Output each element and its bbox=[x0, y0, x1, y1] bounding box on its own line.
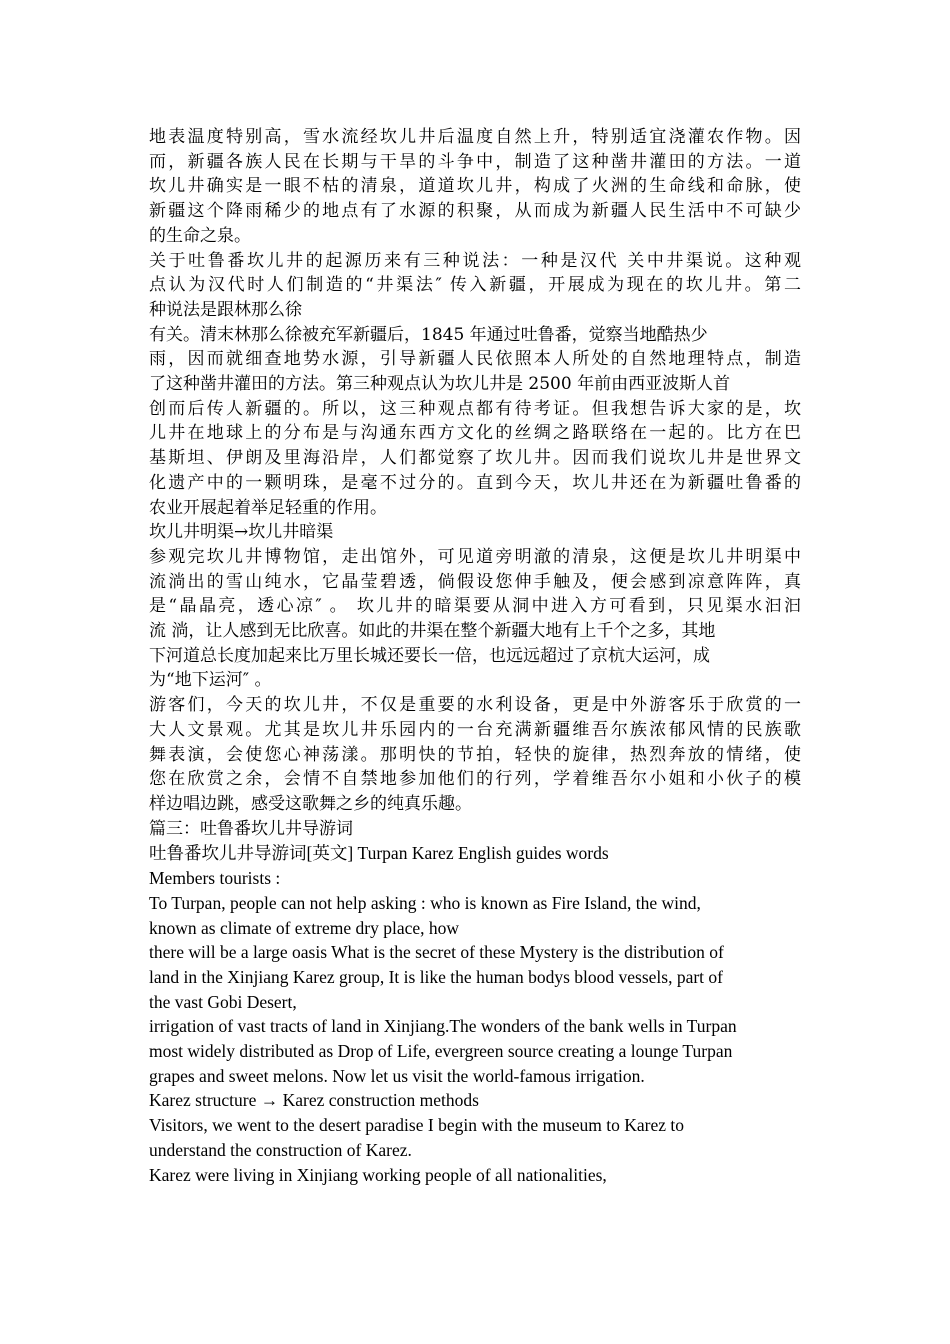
text-line: 雨，因而就细查地势水源，引导新疆人民依照本人所处的自然地理特点，制造 bbox=[149, 349, 801, 370]
section-heading: Karez structure → Karez construction methods bbox=[149, 1090, 479, 1111]
text-line: 坎儿井确实是一眼不枯的清泉，道道坎儿井，构成了火洲的生命线和命脉，使 bbox=[149, 176, 801, 197]
text-line: 下河道总长度加起来比万里长城还要长一倍，也远远超过了京杭大运河，成 bbox=[149, 645, 710, 666]
text-line: 是“晶晶亮，透心凉″ 。 坎儿井的暗渠要从洞中进入方可看到，只见渠水汩汩 bbox=[149, 596, 801, 617]
text-line: 有关。清末林那么徐被充军新疆后，1845 年通过吐鲁番，觉察当地酷热少 bbox=[149, 324, 708, 345]
text-line: 种说法是跟林那么徐 bbox=[149, 299, 302, 320]
text-line: 创而后传人新疆的。所以，这三种观点都有待考证。但我想告诉大家的是，坎 bbox=[149, 398, 801, 419]
text-line: the vast Gobi Desert, bbox=[149, 991, 297, 1012]
text-line: 为“地下运河″ 。 bbox=[149, 670, 272, 691]
section-heading: 篇三：吐鲁番坎儿井导游词 bbox=[149, 818, 353, 839]
text-line: 新疆这个降雨稀少的地点有了水源的积聚，从而成为新疆人民生活中不可缺少 bbox=[149, 201, 801, 222]
text-line: 关于吐鲁番坎儿井的起源历来有三种说法：一种是汉代 关中井渠说。这种观 bbox=[149, 250, 801, 271]
text-line: land in the Xinjiang Karez group, It is like the human bodys blood vessels, part of bbox=[149, 966, 723, 987]
text-line: grapes and sweet melons. Now let us visit the world-famous irrigation. bbox=[149, 1065, 645, 1086]
text-line: Visitors, we went to the desert paradise I begin with the museum to Karez to bbox=[149, 1115, 684, 1136]
text-line: known as climate of extreme dry place, how bbox=[149, 917, 460, 938]
section-heading: 吐鲁番坎儿井导游词[英文] Turpan Karez English guides words bbox=[149, 843, 609, 864]
text-line: Karez were living in Xinjiang working people of all nationalities, bbox=[149, 1164, 607, 1185]
section-heading: 坎儿井明渠→坎儿井暗渠 bbox=[149, 522, 334, 543]
text-line: 大人文景观。尤其是坎儿井乐园内的一台充满新疆维吾尔族浓郁风情的民族歌 bbox=[149, 719, 801, 740]
text-line: 游客们，今天的坎儿井，不仅是重要的水利设备，更是中外游客乐于欣赏的一 bbox=[149, 695, 801, 716]
text-line: most widely distributed as Drop of Life, evergreen source creating a lounge Turpan bbox=[149, 1041, 733, 1062]
text-line: irrigation of vast tracts of land in Xinjiang.The wonders of the bank wells in Turpan bbox=[149, 1016, 737, 1037]
text-line: 地表温度特别高，雪水流经坎儿井后温度自然上升，特别适宜浇灌农作物。因 bbox=[149, 127, 801, 147]
text-line: 农业开展起着举足轻重的作用。 bbox=[149, 497, 387, 518]
text-line: there will be a large oasis What is the secret of these Mystery is the distribution of bbox=[149, 942, 724, 963]
text-line: 化遗产中的一颗明珠，是毫不过分的。直到今天，坎儿井还在为新疆吐鲁番的 bbox=[149, 472, 801, 493]
text-line: To Turpan, people can not help asking : who is known as Fire Island, the wind, bbox=[149, 892, 701, 913]
text-line: 流 淌，让人感到无比欣喜。如此的井渠在整个新疆大地有上千个之多，其地 bbox=[149, 621, 716, 642]
document-body bbox=[149, 125, 801, 1187]
text-line: 了这种凿井灌田的方法。第三种观点认为坎儿井是 2500 年前由西亚波斯人首 bbox=[149, 374, 731, 395]
text-line: understand the construction of Karez. bbox=[149, 1139, 412, 1160]
text-line: 基斯坦、伊朗及里海沿岸，人们都觉察了坎儿井。因而我们说坎儿井是世界文 bbox=[149, 448, 801, 469]
text-line: 儿井在地球上的分布是与沟通东西方文化的丝绸之路联络在一起的。比方在巴 bbox=[149, 423, 801, 444]
text-line: 而，新疆各族人民在长期与干旱的斗争中，制造了这种凿井灌田的方法。一道 bbox=[149, 151, 801, 172]
text-line: 您在欣赏之余，会情不自禁地参加他们的行列，学着维吾尔小姐和小伙子的模 bbox=[149, 769, 801, 790]
text-line: 参观完坎儿井博物馆，走出馆外，可见道旁明澈的清泉，这便是坎儿井明渠中 bbox=[149, 546, 801, 567]
text-line: 点认为汉代时人们制造的“井渠法″ 传入新疆，开展成为现在的坎儿井。第二 bbox=[149, 275, 801, 296]
text-line: 的生命之泉。 bbox=[149, 225, 251, 246]
text-line: 样边唱边跳，感受这歌舞之乡的纯真乐趣。 bbox=[149, 793, 472, 814]
text-line: 舞表演，会使您心神荡漾。那明快的节拍，轻快的旋律，热烈奔放的情绪，使 bbox=[149, 744, 801, 765]
text-line: 流淌出的雪山纯水，它晶莹碧透，倘假设您伸手触及，便会感到凉意阵阵，真 bbox=[149, 571, 801, 592]
text-line: Members tourists : bbox=[149, 868, 281, 889]
